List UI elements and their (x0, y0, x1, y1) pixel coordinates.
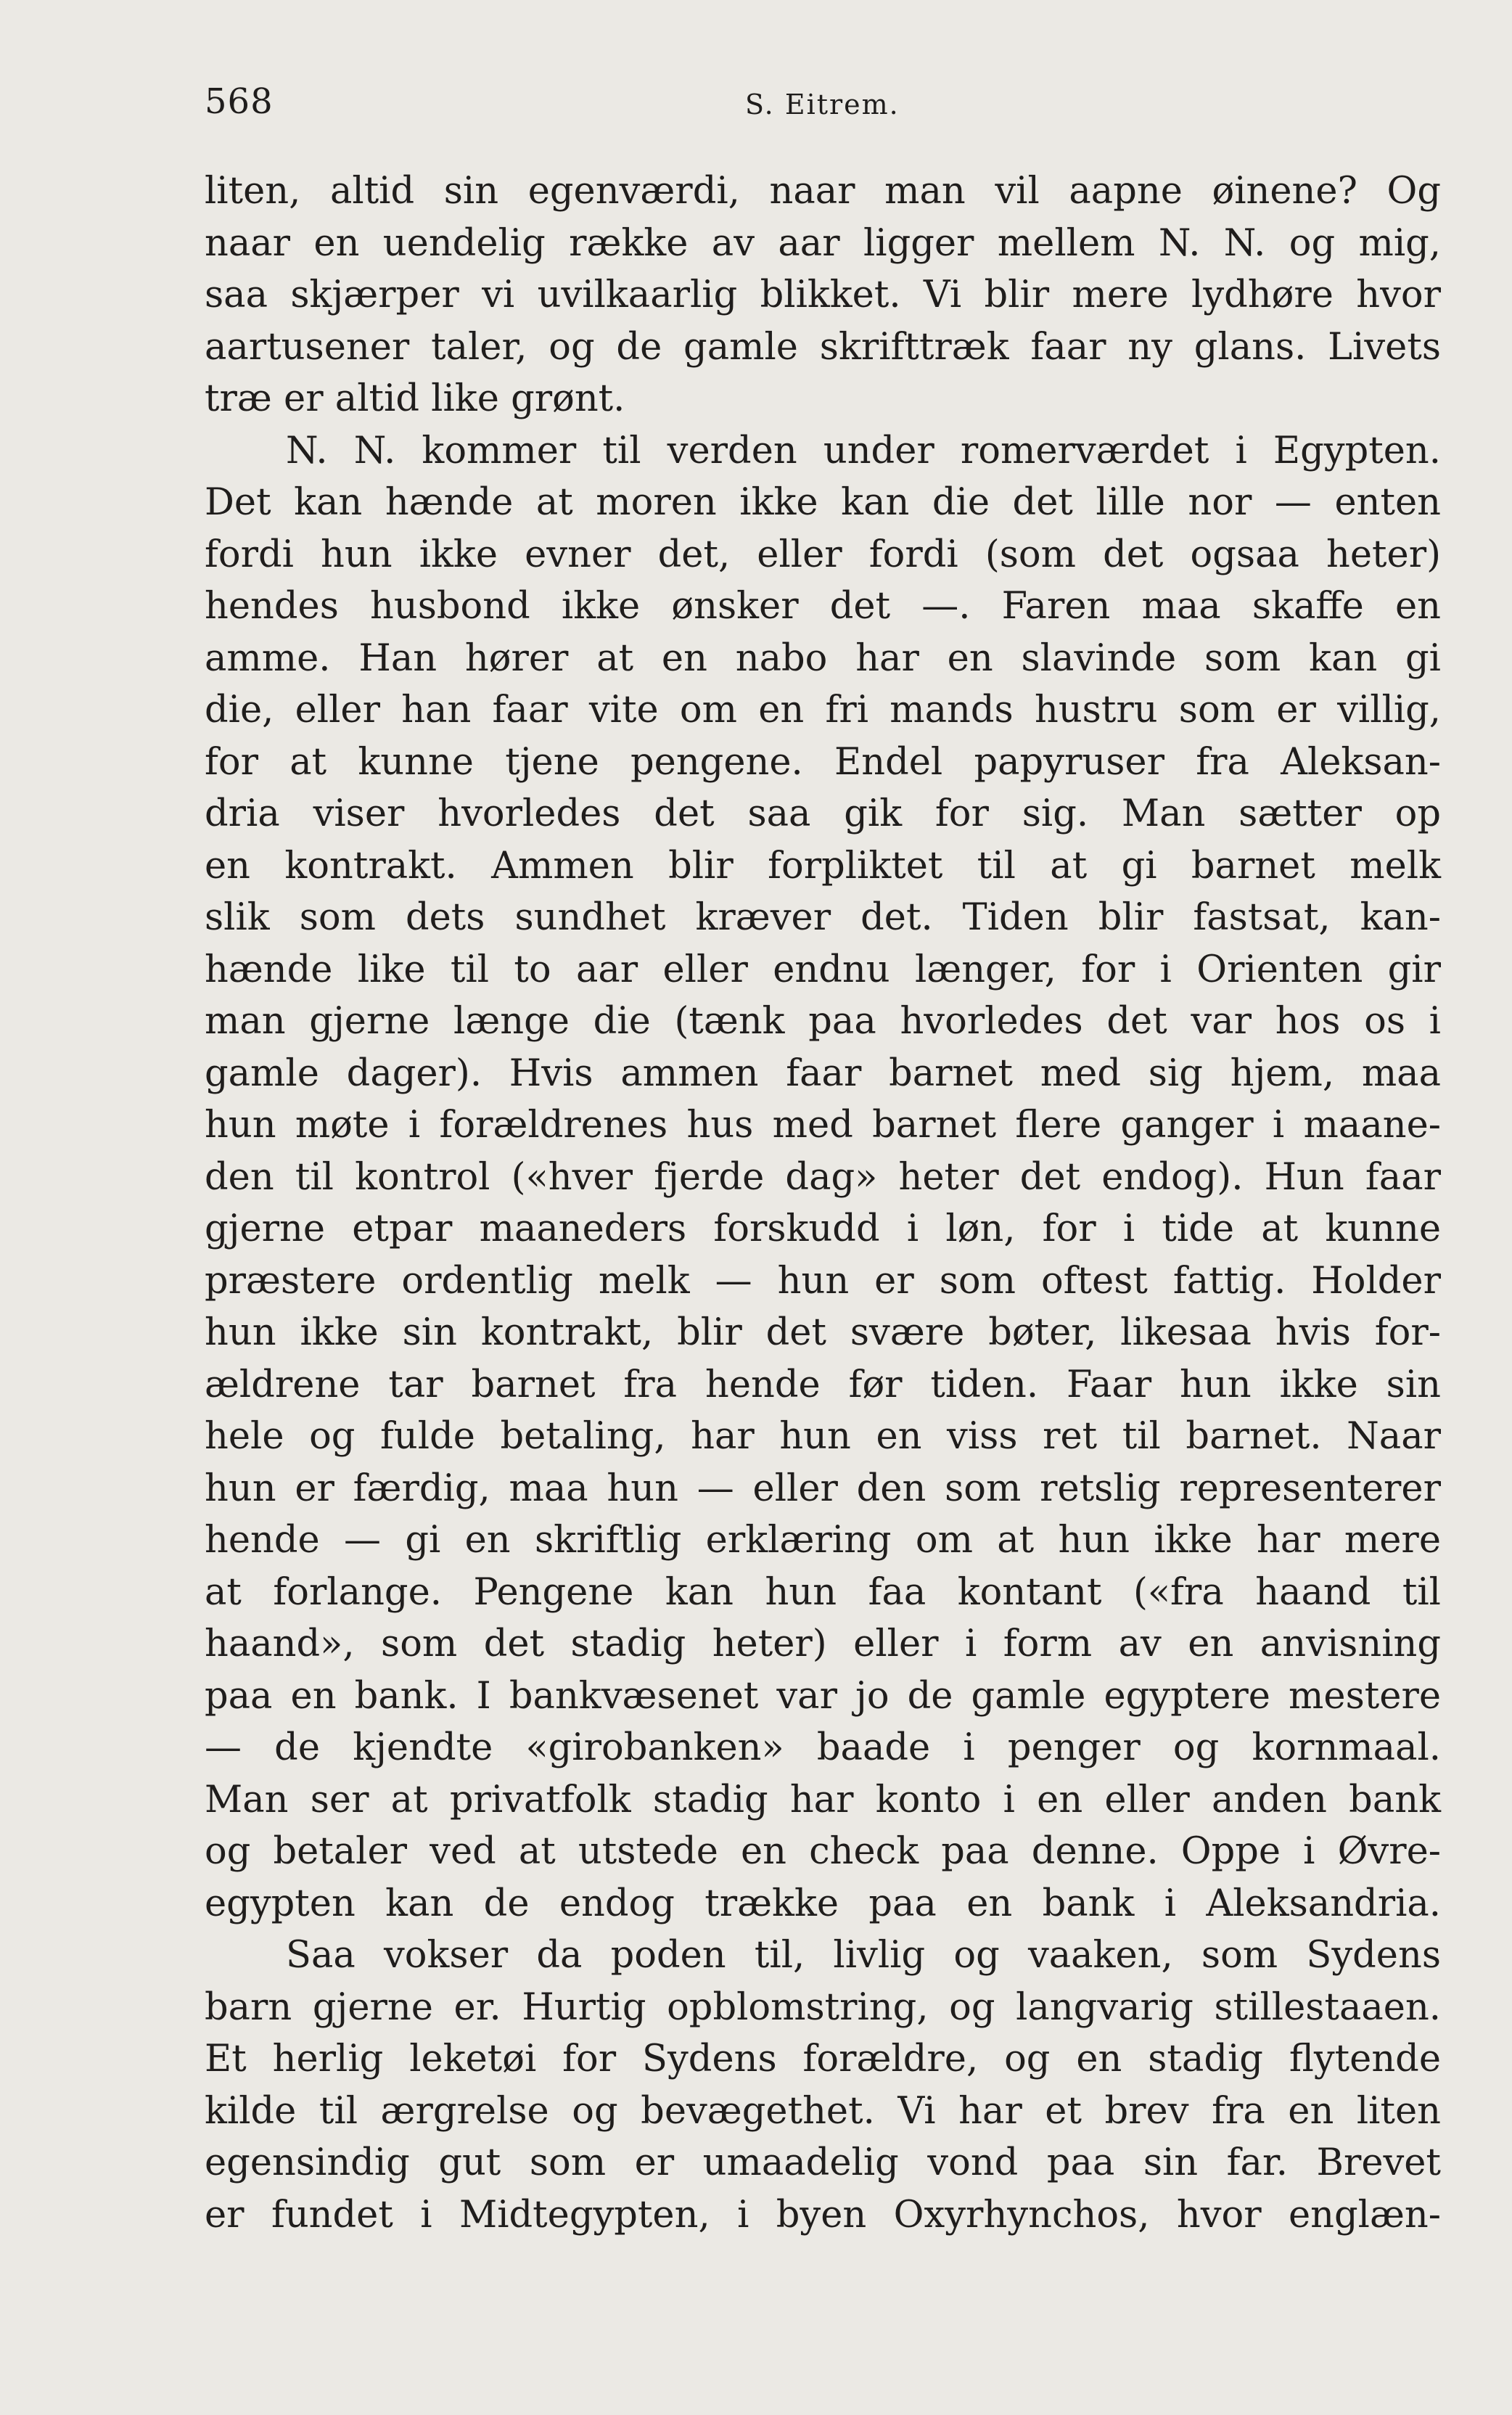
text-line: hun møte i forældrenes hus med barnet flere ganger i maane- (205, 1104, 1441, 1147)
text-line: man gjerne længe die (tænk paa hvorledes det var hos os i (205, 1000, 1441, 1043)
text-line: haand», som det stadig heter) eller i form av en anvisning (205, 1623, 1441, 1665)
text-line: hun er færdig, maa hun — eller den som retslig representerer (205, 1467, 1441, 1510)
page-header (205, 81, 1441, 132)
text-line: egensindig gut som er umaadelig vond paa sin far. Brevet (205, 2141, 1441, 2184)
text-line: den til kontrol («hver fjerde dag» heter det endog). Hun faar (205, 1155, 1441, 1199)
text-line: Saa vokser da poden til, livlig og vaaken, som Sydens (286, 1934, 1441, 1977)
text-line: at forlange. Pengene kan hun faa kontant («fra haand til (205, 1570, 1441, 1614)
text-line: hænde like til to aar eller endnu længer, for i Orienten gir (205, 948, 1441, 991)
text-line: liten, altid sin egenværdi, naar man vil aapne øinene? Og (205, 170, 1441, 213)
text-line: hendes husbond ikke ønsker det —. Faren maa skaffe en (205, 585, 1441, 628)
text-line: for at kunne tjene pengene. Endel papyruser fra Aleksan- (205, 740, 1441, 784)
text-line: gamle dager). Hvis ammen faar barnet med sig hjem, maa (205, 1051, 1441, 1095)
text-line: amme. Han hører at en nabo har en slavinde som kan gi (205, 636, 1441, 680)
text-line: hele og fulde betaling, har hun en viss ret til barnet. Naar (205, 1415, 1441, 1458)
text-line: fordi hun ikke evner det, eller fordi (som det ogsaa heter) (205, 533, 1441, 576)
text-line: egypten kan de endog trække paa en bank i Aleksandria. (205, 1882, 1441, 1925)
text-line: aartusener taler, og de gamle skrifttræk faar ny glans. Livets (205, 325, 1441, 369)
text-line: die, eller han faar vite om en fri mands hustru som er villig, (205, 689, 1441, 731)
text-line: paa en bank. I bankvæsenet var jo de gamle egyptere mestere (205, 1674, 1441, 1718)
text-line: og betaler ved at utstede en check paa denne. Oppe i Øvre- (205, 1830, 1441, 1873)
text-line: naar en uendelig række av aar ligger mellem N. N. og mig, (205, 221, 1441, 265)
text-line: dria viser hvorledes det saa gik for sig. Man sætter op (205, 792, 1441, 835)
running-head: S. Eitrem. (745, 89, 900, 120)
text-line: hende — gi en skriftlig erklæring om at hun ikke har mere (205, 1519, 1441, 1562)
text-line: er fundet i Midtegypten, i byen Oxyrhynchos, hvor englæn- (205, 2193, 1441, 2236)
page-number: 568 (205, 81, 274, 122)
text-line: — de kjendte «girobanken» baade i penger og kornmaal. (205, 1726, 1441, 1769)
text-line: hun ikke sin kontrakt, blir det svære bøter, likesaa hvis for- (205, 1311, 1441, 1354)
text-line: præstere ordentlig melk — hun er som oftest fattig. Holder (205, 1259, 1441, 1303)
text-line: træ er altid like grønt. (205, 377, 625, 420)
text-line: N. N. kommer til verden under romerværdet i Egypten. (286, 429, 1441, 472)
text-line: Et herlig leketøi for Sydens forældre, og en stadig flytende (205, 2038, 1441, 2080)
text-line: gjerne etpar maaneders forskudd i løn, for i tide at kunne (205, 1208, 1441, 1250)
text-line: slik som dets sundhet kræver det. Tiden blir fastsat, kan- (205, 896, 1441, 939)
text-line: barn gjerne er. Hurtig opblomstring, og langvarig stillestaaen. (205, 1985, 1441, 2029)
body-text (205, 165, 1441, 2241)
text-line: en kontrakt. Ammen blir forpliktet til at gi barnet melk (205, 844, 1441, 887)
text-line: Man ser at privatfolk stadig har konto i en eller anden bank (205, 1778, 1441, 1821)
text-line: kilde til ærgrelse og bevægethet. Vi har et brev fra en liten (205, 2089, 1441, 2133)
text-line: ældrene tar barnet fra hende før tiden. Faar hun ikke sin (205, 1363, 1441, 1406)
text-line: saa skjærper vi uvilkaarlig blikket. Vi blir mere lydhøre hvor (205, 274, 1441, 316)
text-line: Det kan hænde at moren ikke kan die det lille nor — enten (205, 481, 1441, 524)
